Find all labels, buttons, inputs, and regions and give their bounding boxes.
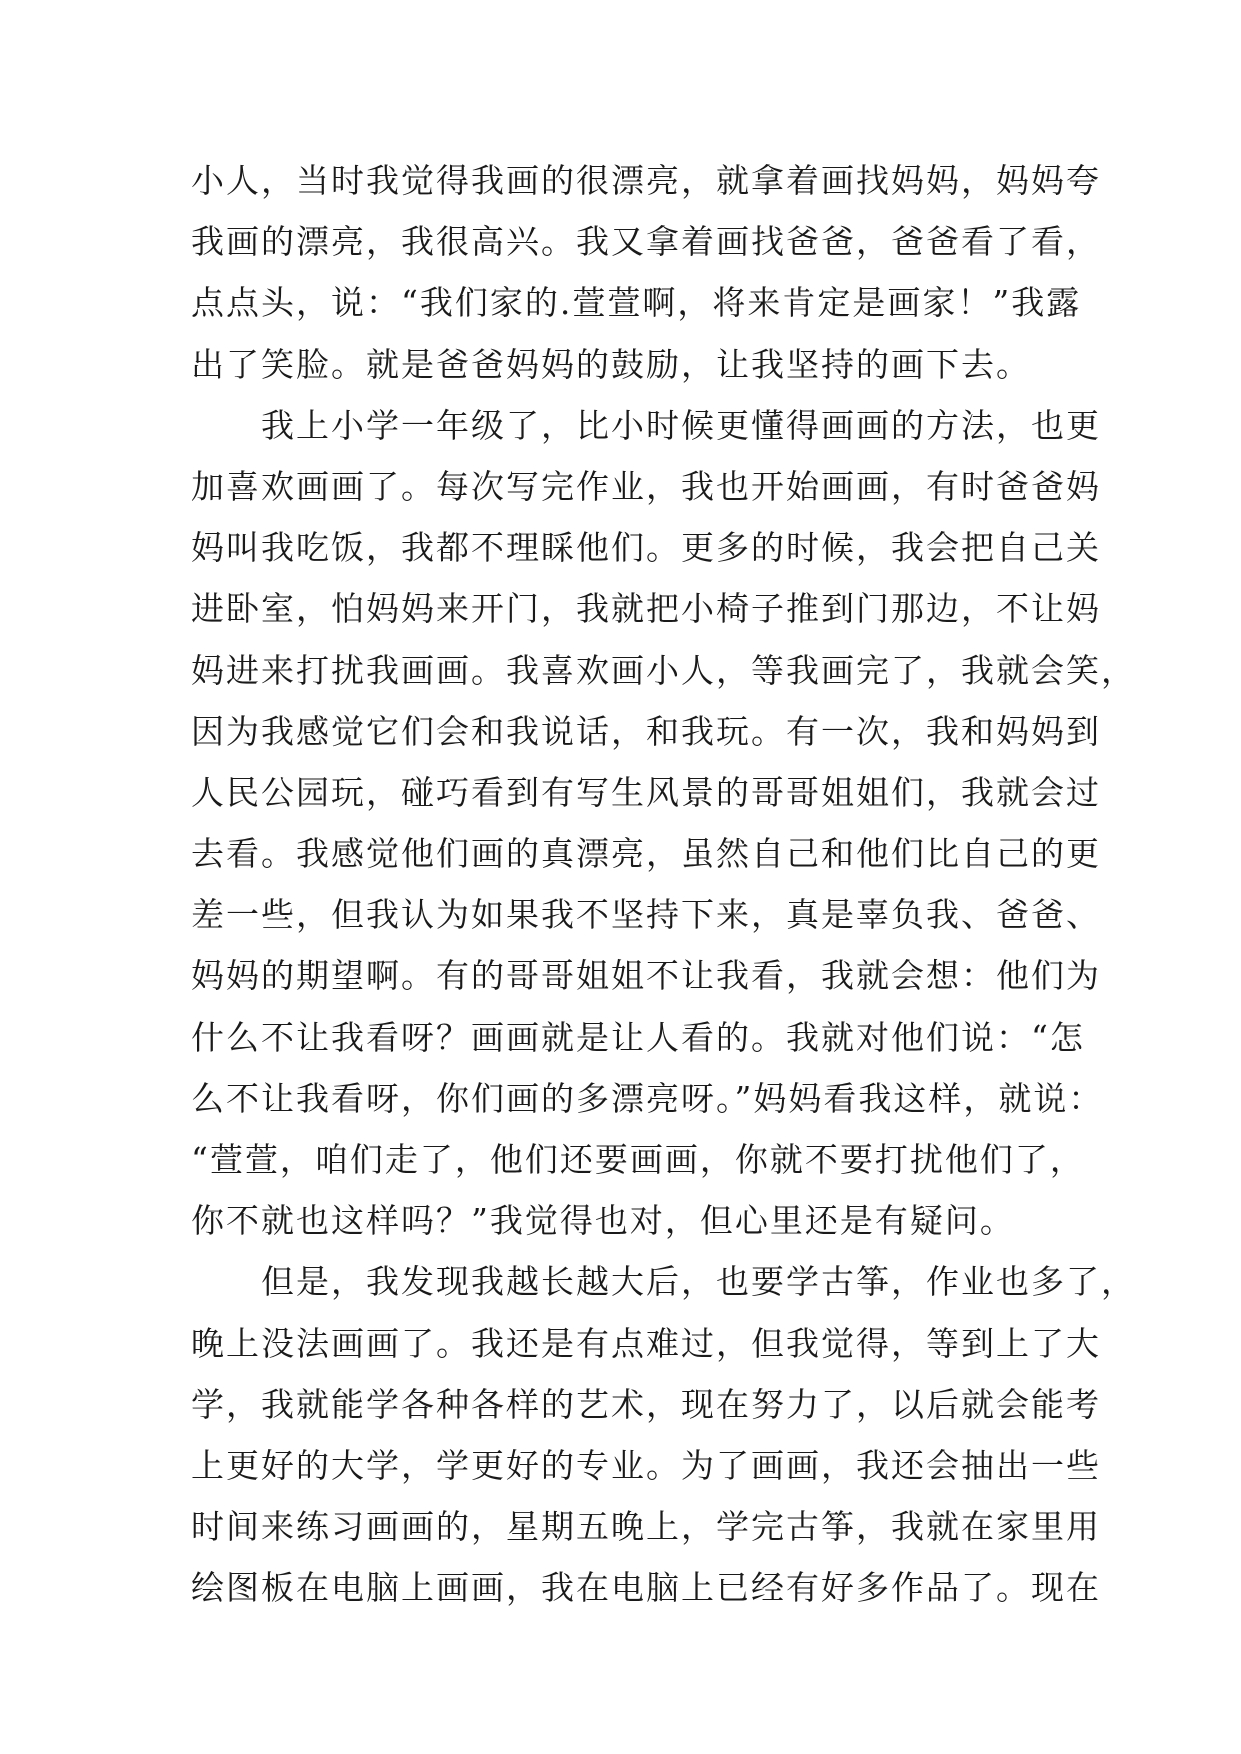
text-line: “萱萱，咱们走了，他们还要画画，你就不要打扰他们了， (191, 1140, 1085, 1179)
text-line: 我画的漂亮，我很高兴。我又拿着画找爸爸，爸爸看了看， (191, 222, 1101, 262)
text-line: 学，我就能学各种各样的艺术，现在努力了，以后就会能考 (191, 1384, 1101, 1424)
text-line: 加喜欢画画了。每次写完作业，我也开始画画，有时爸爸妈 (191, 466, 1101, 506)
text-line: 进卧室，怕妈妈来开门，我就把小椅子推到门那边，不让妈 (191, 589, 1101, 629)
text-line: 小人，当时我觉得我画的很漂亮，就拿着画找妈妈，妈妈夸 (191, 161, 1101, 200)
text-line: 我上小学一年级了，比小时候更懂得画画的方法，也更 (191, 405, 1101, 445)
text-line: 人民公园玩，碰巧看到有写生风景的哥哥姐姐们，我就会过 (191, 772, 1101, 812)
text-line: 晚上没法画画了。我还是有点难过，但我觉得，等到上了大 (191, 1323, 1101, 1363)
text-line: 么不让我看呀，你们画的多漂亮呀。”妈妈看我这样，就说： (191, 1078, 1104, 1118)
text-line: 出了笑脸。就是爸爸妈妈的鼓励，让我坚持的画下去。 (191, 344, 1031, 384)
text-line: 点点头，说：“我们家的.萱萱啊，将来肯定是画家！”我露 (191, 283, 1082, 323)
text-line: 因为我感觉它们会和我说话，和我玩。有一次，我和妈妈到 (191, 711, 1101, 751)
text-line: 绘图板在电脑上画画，我在电脑上已经有好多作品了。现在 (191, 1568, 1101, 1608)
text-line: 妈叫我吃饭，我都不理睬他们。更多的时候，我会把自己关 (191, 528, 1101, 568)
text-line: 差一些，但我认为如果我不坚持下来，真是辜负我、爸爸、 (191, 895, 1101, 935)
text-line: 时间来练习画画的，星期五晚上，学完古筝，我就在家里用 (191, 1507, 1101, 1547)
text-line: 但是，我发现我越长越大后，也要学古筝，作业也多了， (191, 1262, 1136, 1302)
text-line: 你不就也这样吗？”我觉得也对，但心里还是有疑问。 (191, 1201, 1015, 1241)
text-line: 妈进来打扰我画画。我喜欢画小人，等我画完了，我就会笑， (191, 650, 1136, 690)
text-line: 妈妈的期望啊。有的哥哥姐姐不让我看，我就会想：他们为 (191, 956, 1101, 996)
body-text (191, 150, 1136, 1619)
text-line: 什么不让我看呀？画画就是让人看的。我就对他们说：“怎 (191, 1017, 1085, 1057)
text-line: 上更好的大学，学更好的专业。为了画画，我还会抽出一些 (191, 1445, 1101, 1485)
text-line: 去看。我感觉他们画的真漂亮，虽然自己和他们比自己的更 (191, 834, 1101, 874)
